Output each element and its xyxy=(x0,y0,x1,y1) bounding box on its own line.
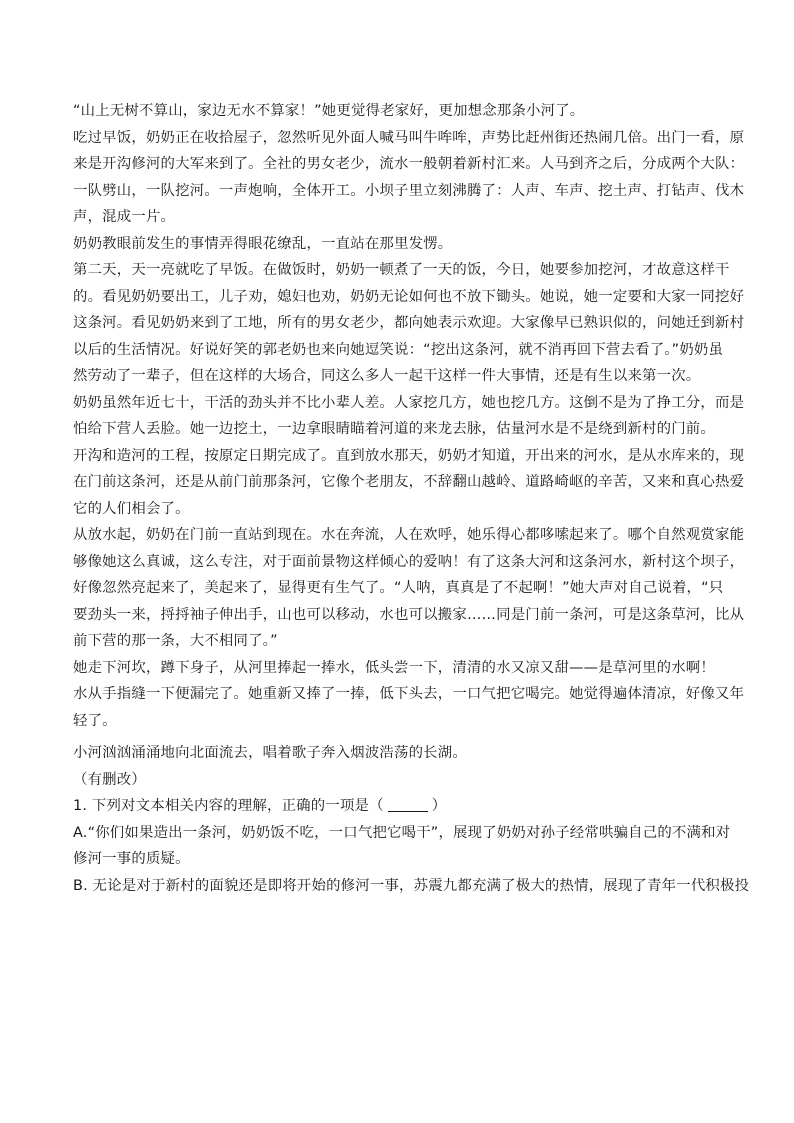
answer-blank[interactable] xyxy=(388,797,428,812)
answer-option-b xyxy=(73,873,750,900)
passage-paragraph xyxy=(73,231,721,258)
text-line: 这条河。看见奶奶来到了工地，所有的男女老少，都向她表示欢迎。大家像早已熟识似的，问她迁到新村 xyxy=(73,315,745,331)
text-line: 以后的生活情况。好说好笑的郭老奶也来向她逗笑说：“挖出这条河，就不消再回下营去看了。”奶奶虽 xyxy=(73,341,724,358)
text-line: 小河汹汹涌涌地向北面流去，唱着歌子奔入烟波浩荡的长湖。 xyxy=(73,745,467,761)
text-line: 前下营的那一条，大不相同了。” xyxy=(73,633,278,649)
text-line: 声，混成一片。 xyxy=(73,209,176,225)
question-stem xyxy=(73,793,721,820)
text-line: 修河一事的质疑。 xyxy=(73,851,190,867)
text-line: 水从手指缝一下便漏完了。她重新又捧了一捧，低下头去，一口气把它喝完。她觉得遍体清凉，好像又年 xyxy=(73,686,745,702)
passage-paragraph xyxy=(73,390,745,443)
passage-paragraph xyxy=(73,681,745,734)
text-line: 够像她这么真诚，这么专注，对于面前景物这样倾心的爱呐！有了这条大河和这条河水，新村这个坝子， xyxy=(73,553,745,570)
text-line: B. 无论是对于新村的面貌还是即将开始的修河一事，苏震九都充满了极大的热情，展现了青年一代积极投 xyxy=(73,877,750,894)
text-line: 奶奶虽然年近七十，干活的劲头并不比小辈人差。人家挖几方，她也挖几方。这倒不是为了挣工分，而是 xyxy=(73,394,745,411)
text-line: 怕给下营人丢脸。她一边挖土，一边拿眼睛瞄着河道的来龙去脉，估量河水是不是绕到新村的门前。 xyxy=(73,421,715,437)
text-line: “山上无树不算山，家边无水不算家！”她更觉得老家好，更加想念那条小河了。 xyxy=(73,103,585,119)
text-line: 的。看见奶奶要出工，儿子劝，媳妇也劝，奶奶无论如何也不放下锄头。她说，她一定要和大家一同挖好 xyxy=(73,288,745,305)
text-line: （有删改） xyxy=(73,771,146,788)
question-stem-close: ） xyxy=(431,798,447,814)
text-line: 从放水起，奶奶在门前一直站到现在。水在奔流，人在欢呼，她乐得心都哆嗦起来了。哪个自然观赏家能 xyxy=(73,527,745,543)
passage-paragraph xyxy=(73,98,721,125)
text-line: 一队劈山，一队挖河。一声炮响，全体开工。小坝子里立刻沸腾了：人声、车声、挖土声、打钻声、伐木 xyxy=(73,182,745,199)
text-line: 要劲头一来，捋捋袖子伸出手，山也可以移动，水也可以搬家……同是门前一条河，可是这条草河，比从 xyxy=(73,606,745,623)
text-line: 奶奶教眼前发生的事情弄得眼花缭乱，一直站在那里发愣。 xyxy=(73,235,453,252)
text-line: 第二天，天一亮就吃了早饭。在做饭时，奶奶一顿煮了一天的饭，今日，她要参加挖河，才故意这样干 xyxy=(73,262,730,278)
text-line: 轻了。 xyxy=(73,712,117,729)
passage-paragraph xyxy=(73,767,721,794)
text-line: 她走下河坎，蹲下身子，从河里捧起一捧水，低头尝一下，清清的水又凉又甜——是草河里的水啊！ xyxy=(73,659,715,676)
text-line: 来是开沟修河的大军来到了。全社的男女老少，流水一般朝着新村汇来。人马到齐之后，分成两个大队： xyxy=(73,156,745,172)
passage-paragraph xyxy=(73,522,745,655)
text-line: 在门前这条河，还是从前门前那条河，它像个老朋友，不辞翻山越岭、道路崎岖的辛苦，又来和真心热爱 xyxy=(73,474,745,490)
text-line: 然劳动了一辈子，但在这样的大场合，同这么多人一起干这样一件大事情，还是有生以来第一次。 xyxy=(73,368,701,384)
passage-paragraph xyxy=(73,655,721,682)
passage-paragraph xyxy=(73,125,745,231)
question-stem-text: 1. 下列对文本相关内容的理解，正确的一项是（ xyxy=(73,798,384,814)
answer-option-a xyxy=(73,820,731,873)
text-line: 开沟和造河的工程，按原定日期完成了。直到放水那天，奶奶才知道，开出来的河水，是从水库来的，现 xyxy=(73,447,745,464)
text-line: 它的人们相会了。 xyxy=(73,500,190,517)
document-page xyxy=(73,98,750,899)
text-line: 好像忽然亮起来了，美起来了，显得更有生气了。“人呐，真真是了不起啊！”她大声对自己说着，“只 xyxy=(73,580,724,596)
passage-paragraph xyxy=(73,740,721,767)
text-line: 吃过早饭，奶奶正在收拾屋子，忽然听见外面人喊马叫牛哞哞，声势比赶州街还热闹几倍。出门一看，原 xyxy=(73,129,745,146)
text-line: A.“你们如果造出一条河，奶奶饭不吃，一口气把它喝干”，展现了奶奶对孙子经常哄骗自己的不满和对 xyxy=(73,824,731,841)
passage-paragraph xyxy=(73,443,745,523)
passage-paragraph xyxy=(73,257,745,390)
